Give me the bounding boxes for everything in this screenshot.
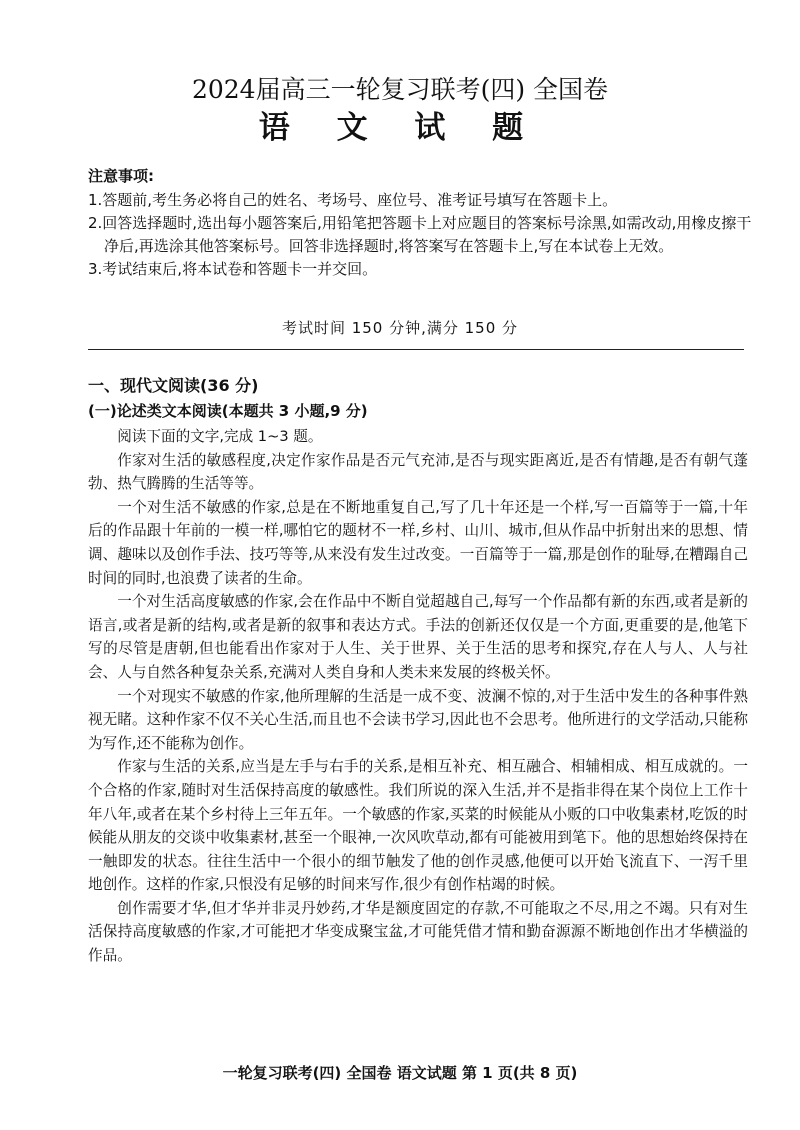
part-title: 一、现代文阅读(36 分) [88,376,259,395]
exam-title: 2024届高三一轮复习联考(四) 全国卷 [191,75,609,104]
passage-paragraph-6: 创作需要才华,但才华并非灵丹妙药,才华是额度固定的存款,不可能取之不尽,用之不竭。只有对生活保持高度敏感的作家,才可能把才华变成聚宝盆,才可能凭借才情和勤奋源源不断地创作出才华横溢的作品。 [88,899,748,965]
passage-paragraph-3: 一个对生活高度敏感的作家,会在作品中不断自觉超越自己,每写一个作品都有新的东西,或者是新的语言,或者是新的结构,或者是新的叙事和表达方式。手法的创新还仅仅是一个方面,更重要的是,他笔下写的尽管是唐朝,但也能看出作家对于人生、关于世界、关于生活的思考和探究,存在人与人、人与社会、人与自然各种复杂关系,充满对人类自身和人类未来发展的终极关怀。 [88,593,748,681]
sub-section-title: (一)论述类文本阅读(本题共 3 小题,9 分) [88,402,368,420]
passage-paragraph-2: 一个对生活不敏感的作家,总是在不断地重复自己,写了几十年还是一个样,写一百篇等于一篇,十年后的作品跟十年前的一模一样,哪怕它的题材不一样,乡村、山川、城市,但从作品中折射出来的思想、情调、趣味以及创作手法、技巧等等,从来没有发生过改变。一百篇等于一篇,那是创作的耻辱,在糟蹋自己时间的同时,也浪费了读者的生命。 [88,498,748,587]
reading-passage [88,425,748,968]
passage-paragraph-5: 作家与生活的关系,应当是左手与右手的关系,是相互补充、相互融合、相辅相成、相互成就的。一个合格的作家,随时对生活保持高度的敏感性。我们所说的深入生活,并不是指非得在某个岗位上工作十年八年,或者在某个乡村待上三年五年。一个敏感的作家,买菜的时候能从小贩的口中收集素材,吃饭的时候能从朋友的交谈中收集素材,甚至一个眼神,一次风吹草动,都有可能被用到笔下。他的思想始终保持在一触即发的状态。往往生活中一个很小的细节触发了他的创作灵感,他便可以开始飞流直下、一泻千里地创作。这样的作家,只恨没有足够的时间来写作,很少有创作枯竭的时候。 [88,758,748,894]
page-footer: 一轮复习联考(四) 全国卷 语文试题 第 1 页(共 8 页) [222,1064,578,1082]
passage-instruction: 阅读下面的文字,完成 1~3 题。 [117,428,323,445]
notice-heading: 注意事项: [88,167,154,185]
subject-title: 语 文 试 题 [258,110,542,146]
exam-time: 考试时间 150 分钟,满分 150 分 [281,319,519,337]
notice-item-1: 1.答题前,考生务必将自己的姓名、考场号、座位号、准考证号填写在答题卡上。 [88,191,618,209]
divider-line [88,349,744,350]
notice-item-3: 3.考试结束后,将本试卷和答题卡一并交回。 [88,260,378,278]
passage-paragraph-4: 一个对现实不敏感的作家,他所理解的生活是一成不变、波澜不惊的,对于生活中发生的各种事件熟视无睹。这种作家不仅不关心生活,而且也不会读书学习,因此也不会思考。他所进行的文学活动,只能称为写作,还不能称为创作。 [88,687,748,752]
notice-item-2: 2.回答选择题时,选出每小题答案后,用铅笔把答题卡上对应题目的答案标号涂黑,如需改动,用橡皮擦干净后,再选涂其他答案标号。回答非选择题时,将答案写在答题卡上,写在本试卷上无效。 [88,214,752,255]
notice-list [88,189,756,281]
passage-paragraph-1: 作家对生活的敏感程度,决定作家作品是否元气充沛,是否与现实距离近,是否有情趣,是否有朝气蓬勃、热气腾腾的生活等等。 [88,451,748,493]
